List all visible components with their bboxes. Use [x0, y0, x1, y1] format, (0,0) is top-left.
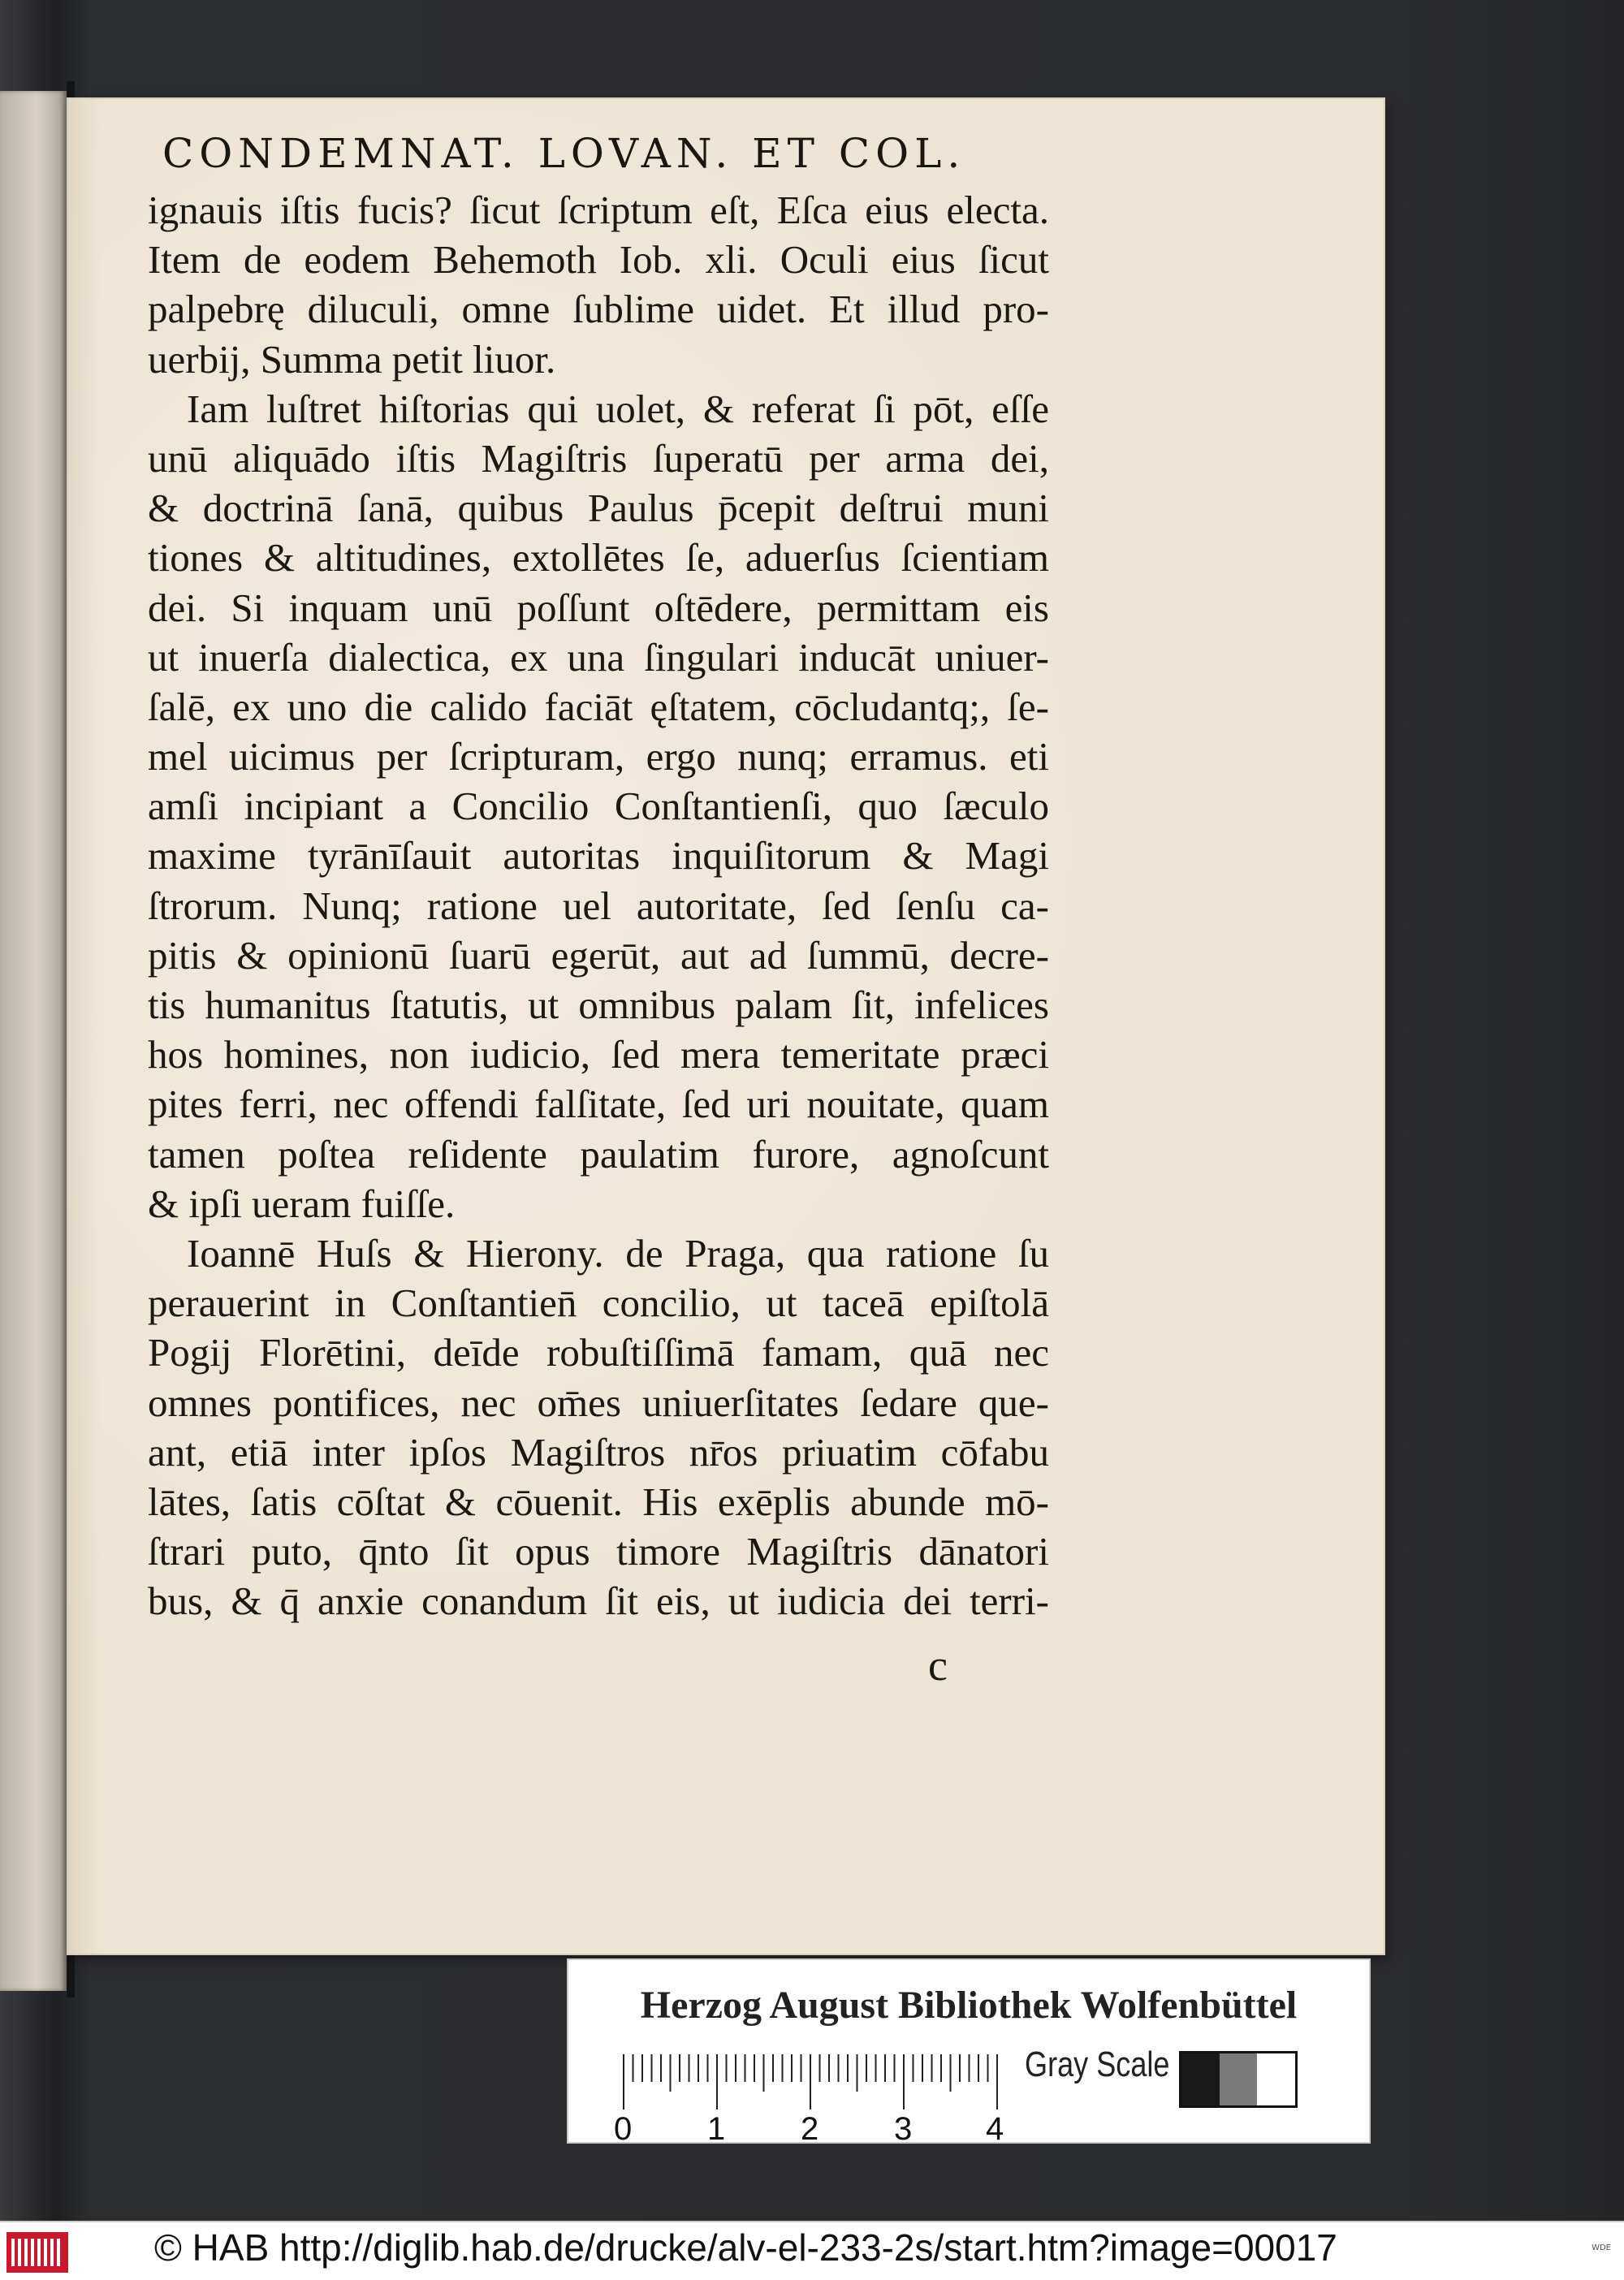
text-line: amſi incipiant a Concilio Conſtantienſi, quo ſæculo: [148, 784, 1049, 829]
ruler-number: 1: [707, 2111, 726, 2147]
footer-bar: [0, 2221, 1624, 2280]
running-head: CONDEMNAT. LOVAN. ET COL.: [162, 130, 966, 177]
swatch-gray: [1220, 2053, 1258, 2105]
ruler-number: 3: [894, 2111, 913, 2147]
text-line: Pogij Florētini, deīde robuſtiſſimā famam, quā nec: [148, 1330, 1049, 1375]
text-line: palpebrę diluculi, omne ſublime uidet. Et illud pro-: [148, 287, 1049, 332]
text-line: Iam luſtret hiſtorias qui uolet, & referat ſi pōt, eſſe: [187, 386, 1049, 431]
text-line: perauerint in Conſtantien̄ concilio, ut taceā epiſtolā: [148, 1280, 1049, 1326]
text-line: pitis & opinionū ſuarū egerūt, aut ad ſummū, decre-: [148, 932, 1049, 978]
gray-scale-label: Gray Scale: [1025, 2045, 1170, 2084]
swatch-black: [1181, 2053, 1220, 2105]
text-line: lātes, ſatis cōſtat & cōuenit. His exēplis abunde mō-: [148, 1479, 1049, 1524]
text-line: Ioannē Huſs & Hierony. de Praga, qua ratione ſu: [187, 1230, 1049, 1276]
text-line: ignauis iſtis fucis? ſicut ſcriptum eſt, Eſca eius electa.: [148, 188, 1049, 232]
signature-mark: c: [928, 1641, 948, 1690]
text-line: & ipſi ueram fuiſſe.: [148, 1181, 456, 1226]
gray-scale-card: [568, 1960, 1369, 2142]
previous-leaf-edge: [0, 91, 67, 1991]
body-text: [148, 185, 1049, 1626]
text-line: maxime tyrānīſauit autoritas inquiſitorum & Magi: [148, 833, 1049, 879]
ruler-number: 4: [986, 2111, 1004, 2147]
copyright-url-text: © HAB http://diglib.hab.de/drucke/alv-el-233-2s/start.htm?image=00017: [154, 2226, 1337, 2269]
text-line: ſtrorum. Nunq; ratione uel autoritate, ſed ſenſu ca-: [148, 883, 1049, 928]
text-line: ut inuerſa dialectica, ex una ſingulari inducāt uniuer-: [148, 634, 1049, 680]
text-line: pites ferri, nec offendi falſitate, ſed uri nouitate, quam: [148, 1082, 1049, 1127]
text-line: bus, & q̄ anxie conandum ſit eis, ut iudicia dei terri-: [148, 1578, 1049, 1624]
text-line: ſalē, ex uno die calido faciāt ęſtatem, cōcludantq;, ſe-: [148, 684, 1049, 729]
swatch-white: [1257, 2053, 1295, 2105]
text-line: ſtrari puto, q̄nto ſit opus timore Magiſtris dānatori: [148, 1529, 1049, 1574]
footer-mark: WDE: [1592, 2243, 1611, 2252]
text-line: mel uicimus per ſcripturam, ergo nunq; erramus. eti: [148, 734, 1049, 779]
text-line: unū aliquādo iſtis Magiſtris ſuperatū per arma dei,: [148, 435, 1049, 481]
ruler-number: 2: [801, 2111, 819, 2147]
text-line: & doctrinā ſanā, quibus Paulus p̄cepit deſtrui muni: [148, 486, 1049, 531]
text-line: Item de eodem Behemoth Iob. xli. Oculi eius ſicut: [148, 237, 1049, 283]
text-line: hos homines, non iudicio, ſed mera temeritate præci: [148, 1032, 1049, 1077]
ruler-icon: [622, 2051, 1044, 2116]
text-line: tamen poſtea reſidente paulatim furore, agnoſcunt: [148, 1131, 1049, 1177]
hab-logo-icon: [6, 2232, 68, 2273]
library-name: Herzog August Bibliothek Wolfenbüttel: [640, 1984, 1298, 2027]
text-line: tis humanitus ſtatutis, ut omnibus palam ſit, infelices: [148, 982, 1049, 1027]
text-line: dei. Si inquam unū poſſunt oſtēdere, permittam eis: [148, 585, 1049, 630]
ruler-number: 0: [614, 2111, 633, 2147]
text-line: uerbij, Summa petit liuor.: [148, 336, 556, 382]
gray-swatches: [1179, 2051, 1298, 2108]
text-line: tiones & altitudines, extollētes ſe, aduerſus ſcientiam: [148, 535, 1049, 581]
text-line: ant, etiā inter ipſos Magiſtros nr̄os priuatim cōfabu: [148, 1429, 1049, 1475]
text-line: omnes pontifices, nec om̄es uniuerſitates ſedare que-: [148, 1380, 1049, 1425]
